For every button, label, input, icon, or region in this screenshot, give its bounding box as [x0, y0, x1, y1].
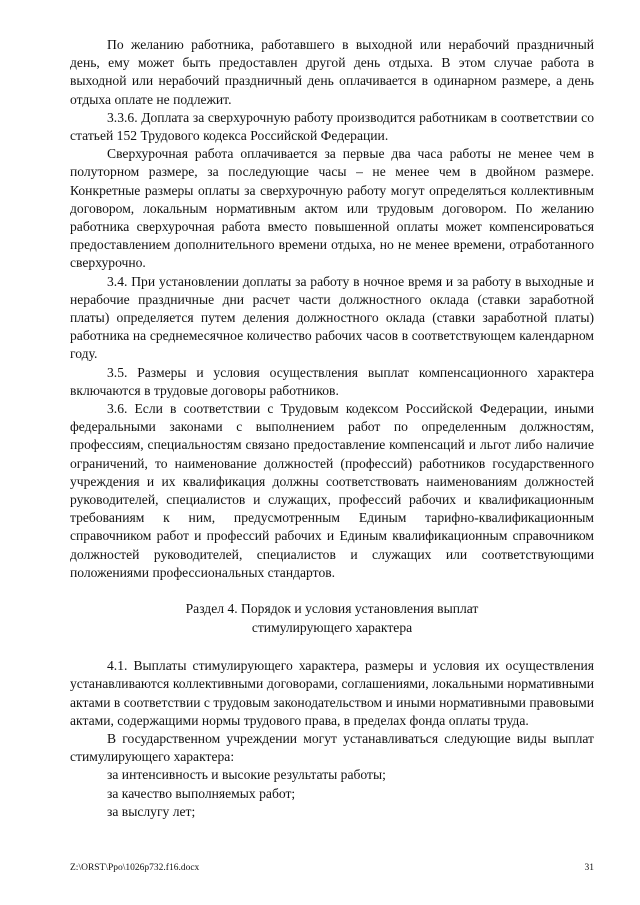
paragraph-3-3-6: 3.3.6. Доплата за сверхурочную работу производится работникам в соответствии со статьей 152 Трудового кодекса Российской Федерации.: [70, 109, 594, 144]
page-number: 31: [584, 863, 594, 873]
section-heading: [70, 599, 594, 637]
paragraph-3-6: 3.6. Если в соответствии с Трудовым кодексом Российской Федерации, иными федеральными законами с выполнением работ по определенным должностям, профессиям, специальностям связано предоставление компенсаций и льгот либо наличие ограничений, то наименование должностей (профессий) работников государственного учреждения и их квалификация должны соответствовать наименованиям должностей руководителей, специалистов и служащих, профессий рабочих и квалификационным требованиям к ним, предусмотренным Единым тарифно-квалификационным справочником работ и профессий рабочих и Единым квалификационным справочником должностей руководителей, специалистов и служащих или соответствующими положениями профессиональных стандартов.: [70, 401, 594, 580]
paragraph-incentive-types: В государственном учреждении могут устанавливаться следующие виды выплат стимулирующего характера:: [70, 730, 594, 765]
list-item: за качество выполняемых работ;: [107, 785, 296, 801]
section-heading-line1: Раздел 4. Порядок и условия установления выплат: [185, 601, 479, 617]
footer-file-path: Z:\ORST\Ppo\1026p732.f16.docx: [70, 863, 200, 873]
document-page: [70, 36, 594, 821]
list-item: за интенсивность и высокие результаты работы;: [107, 767, 386, 783]
paragraph-overtime: Сверхурочная работа оплачивается за первые два часа работы не менее чем в полуторном размере, за последующие часы – не менее чем в двойном размере. Конкретные размеры оплаты за сверхурочную работу могут определяться коллективным договором, локальным нормативным актом или трудовым договором. По желанию работника сверхурочная работа вместо повышенной оплаты может компенсироваться предоставлением дополнительного времени отдыха, но не менее времени, отработанного сверхурочно.: [70, 146, 594, 271]
paragraph-3-4: 3.4. При установлении доплаты за работу в ночное время и за работу в выходные и нерабочие праздничные дни расчет части должностного оклада (ставки заработной платы) определяется путем деления должностного оклада (ставки заработной платы) работника на среднемесячное количество рабочих часов в соответствующем календарном году.: [70, 273, 594, 362]
page-footer: [70, 862, 594, 874]
paragraph-rest-day: По желанию работника, работавшего в выходной или нерабочий праздничный день, ему может быть предоставлен другой день отдыха. В этом случае работа в выходной или нерабочий праздничный день оплачивается в одинарном размере, а день отдыха оплате не подлежит.: [70, 37, 594, 107]
paragraph-3-5: 3.5. Размеры и условия осуществления выплат компенсационного характера включаются в трудовые договоры работников.: [70, 364, 594, 398]
section-heading-line2: стимулирующего характера: [251, 620, 413, 636]
paragraph-4-1: 4.1. Выплаты стимулирующего характера, размеры и условия их осуществления устанавливаются коллективными договорами, соглашениями, локальными нормативными актами в соответствии с трудовым законодательством и иными нормативными правовыми актами, содержащими нормы трудового права, в пределах фонда оплаты труда.: [70, 658, 594, 728]
list-item: за выслугу лет;: [107, 803, 196, 819]
